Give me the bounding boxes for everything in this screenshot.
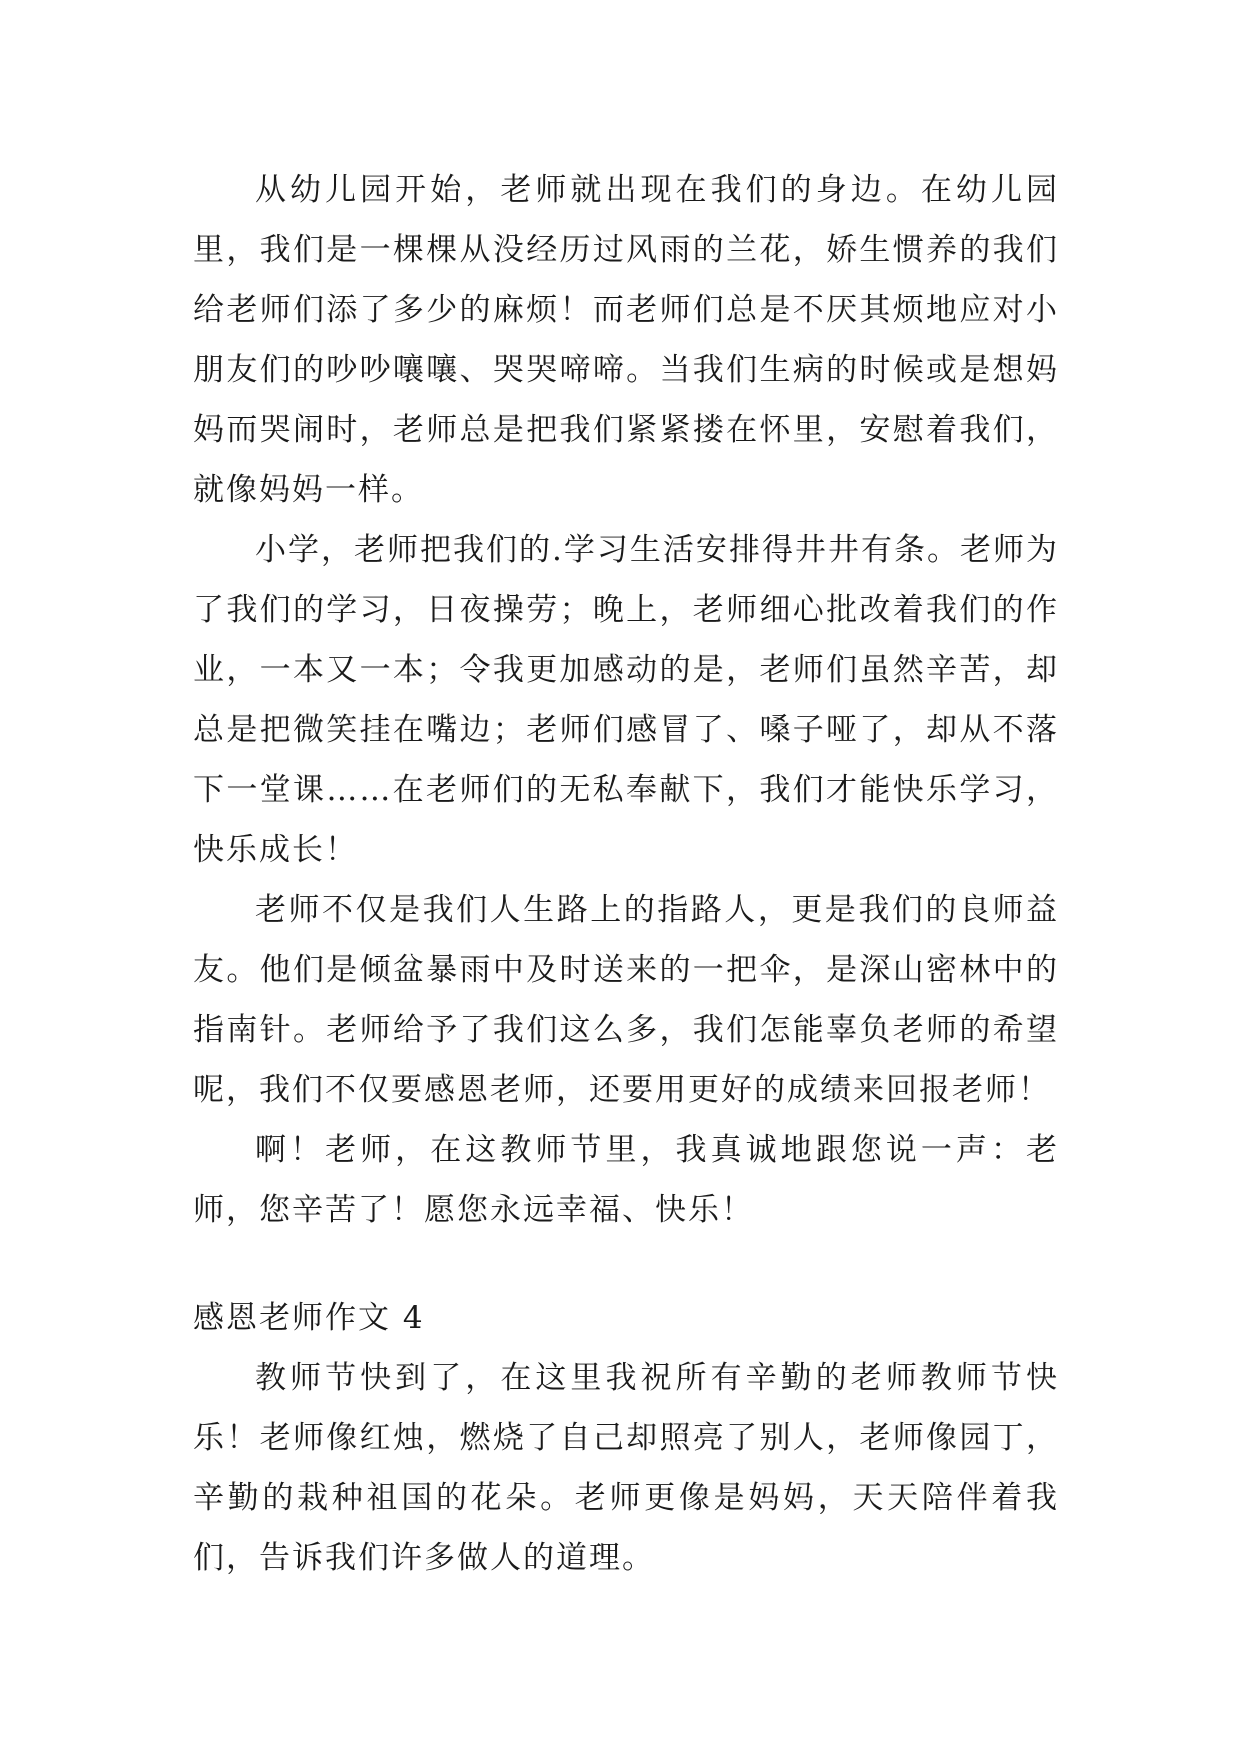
- paragraph-kindergarten: 从幼儿园开始，老师就出现在我们的身边。在幼儿园里，我们是一棵棵从没经历过风雨的兰花，娇生惯养的我们给老师们添了多少的麻烦！而老师们总是不厌其烦地应对小朋友们的吵吵嚷嚷、哭哭啼啼。当我们生病的时候或是想妈妈而哭闹时，老师总是把我们紧紧搂在怀里，安慰着我们，就像妈妈一样。: [193, 172, 1059, 508]
- document-body: [193, 160, 1059, 1588]
- section-title: 感恩老师作文 4: [193, 1300, 425, 1336]
- paragraph-thanks: 啊！老师，在这教师节里，我真诚地跟您说一声：老师，您辛苦了！愿您永远幸福、快乐！: [193, 1132, 1059, 1228]
- paragraph-primary-school: 小学，老师把我们的.学习生活安排得井井有条。老师为了我们的学习，日夜操劳；晚上，老师细心批改着我们的作业，一本又一本；令我更加感动的是，老师们虽然辛苦，却总是把微笑挂在嘴边；老师们感冒了、嗓子哑了，却从不落下一堂课……在老师们的无私奉献下，我们才能快乐学习，快乐成长！: [193, 532, 1059, 868]
- paragraph-teachers-day: 教师节快到了，在这里我祝所有辛勤的老师教师节快乐！老师像红烛，燃烧了自己却照亮了别人，老师像园丁，辛勤的栽种祖国的花朵。老师更像是妈妈，天天陪伴着我们，告诉我们许多做人的道理。: [193, 1360, 1059, 1576]
- paragraph-teacher-guide: 老师不仅是我们人生路上的指路人，更是我们的良师益友。他们是倾盆暴雨中及时送来的一把伞，是深山密林中的指南针。老师给予了我们这么多，我们怎能辜负老师的希望呢，我们不仅要感恩老师，还要用更好的成绩来回报老师！: [193, 892, 1059, 1108]
